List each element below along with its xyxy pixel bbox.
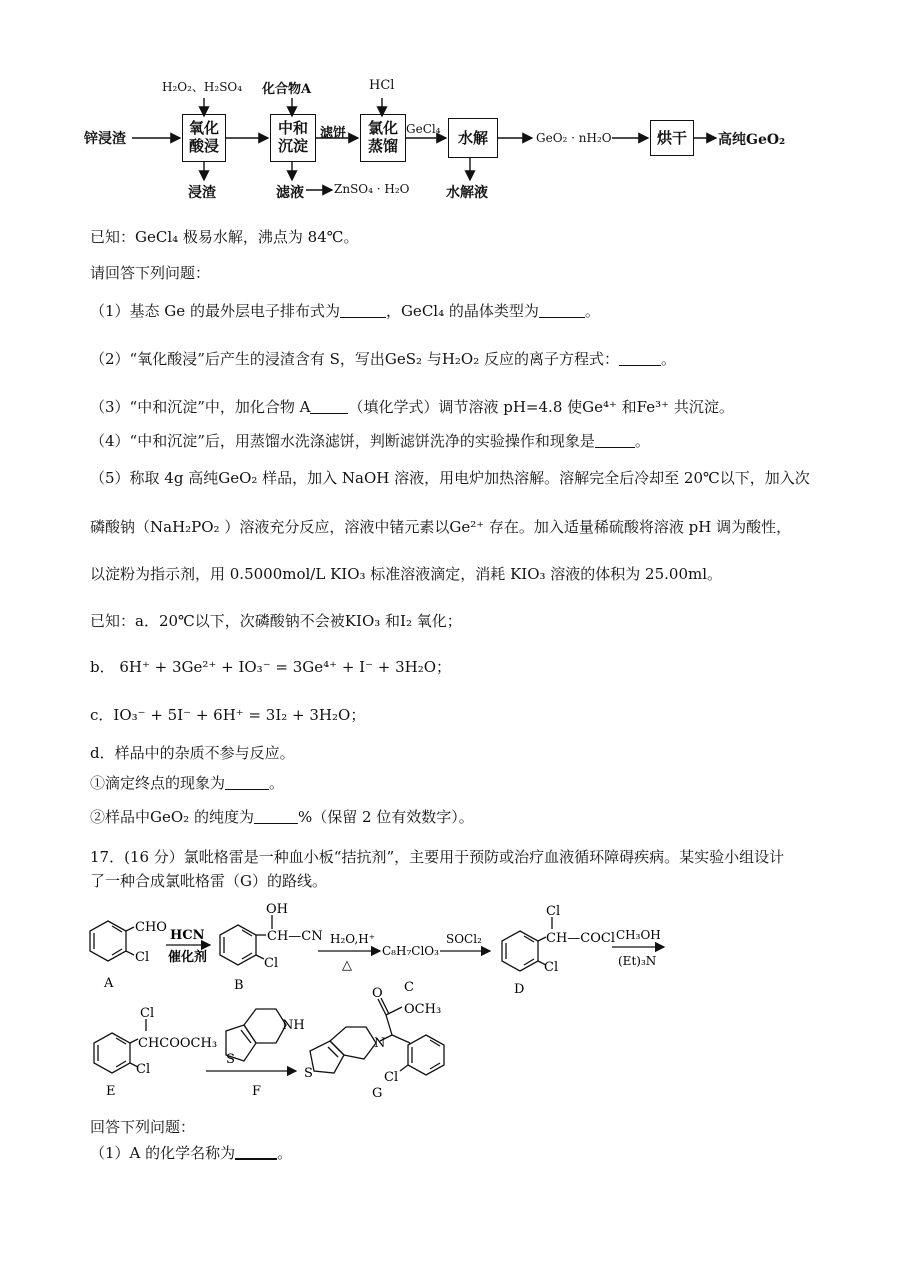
A-label: A (104, 976, 114, 991)
flow-box-hydrolysis: 水解 (448, 118, 498, 158)
arrow1-reagent: HCN (170, 928, 205, 943)
q1-text-b: ，GeCl₄ 的晶体类型为 (385, 302, 539, 320)
q1-text-a: （1）基态 Ge 的最外层电子排布式为 (90, 302, 340, 320)
D-cl-top: Cl (546, 904, 561, 919)
answer-prompt: 请回答下列问题： (90, 264, 211, 282)
question-5-line-2: 磷酸钠（NaH₂PO₂ ）溶液充分反应，溶液中锗元素以Ge²⁺ 存在。加入适量稀硫酸将溶液 pH 调为酸性， (90, 518, 792, 536)
answer-section-prompt: 回答下列问题： (90, 1118, 196, 1136)
subquestion-1 (90, 772, 284, 794)
a1-blank[interactable] (235, 1144, 277, 1160)
G-o: O (372, 986, 383, 1001)
question-5-line-1: （5）称取 4g 高纯GeO₂ 样品，加入 NaOH 溶液，用电炉加热溶解。溶解完全后冷却至 20℃以下，加入次 (90, 469, 810, 487)
known-a: 已知：a．20℃以下，次磷酸钠不会被KIO₃ 和I₂ 氧化； (90, 612, 462, 630)
D-cl: Cl (544, 960, 559, 975)
s2-text-a: ②样品中GeO₂ 的纯度为 (90, 808, 254, 826)
flow-filter-cake: 滤饼 (320, 126, 347, 141)
s2-text-b: %（保留 2 位有效数字）。 (297, 808, 474, 826)
E-cl-top: Cl (140, 1006, 155, 1021)
synthesis-route (0, 895, 900, 1110)
arrow3-reagent: SOCl₂ (446, 932, 482, 946)
question-1 (90, 300, 600, 322)
flow-reagent-1: H₂O₂、H₂SO₄ (162, 80, 243, 94)
E-label: E (106, 1084, 116, 1099)
q1-blank-1[interactable] (340, 303, 386, 318)
known-c: c．IO₃⁻ + 5I⁻ + 6H⁺ = 3I₂ + 3H₂O； (90, 706, 366, 724)
known-b: b． 6H⁺ + 3Ge²⁺ + IO₃⁻ = 3Ge⁴⁺ + I⁻ + 3H₂O； (90, 658, 452, 676)
answer-1 (90, 1142, 292, 1164)
F-nh: NH (282, 1018, 305, 1033)
s2-blank[interactable] (254, 809, 298, 824)
G-cl: Cl (384, 1070, 399, 1085)
question-4 (90, 430, 650, 452)
s1-text-b: 。 (269, 774, 285, 792)
q1-text-c: 。 (584, 302, 600, 320)
arrow2-heat: △ (342, 958, 352, 973)
B-chain: CH—CN (267, 929, 323, 944)
arrow2-reagent: H₂O,H⁺ (330, 932, 376, 946)
q2-text-a: （2）“氧化酸浸”后产生的浸渣含有 S，写出GeS₂ 与H₂O₂ 反应的离子方程式： (90, 350, 620, 368)
flow-box-neutralize: 中和 沉淀 (270, 114, 316, 162)
known-d: d．样品中的杂质不参与反应。 (90, 744, 295, 762)
F-label: F (252, 1084, 262, 1099)
flow-residue: 浸渣 (188, 185, 216, 201)
s1-text-a: ①滴定终点的现象为 (90, 774, 226, 792)
C-label: C (404, 980, 414, 995)
question-17-line-1: 17．(16 分）氯吡格雷是一种血小板“拮抗剂”，主要用于预防或治疗血液循环障碍疾病。某实验小组设计 (90, 848, 785, 866)
B-oh: OH (266, 902, 288, 917)
process-flowchart (0, 60, 900, 210)
B-label: B (234, 978, 244, 993)
q4-text-a: （4）“中和沉淀”后，用蒸馏水洗涤滤饼，判断滤饼洗净的实验操作和现象是 (90, 432, 595, 450)
question-5-line-3: 以淀粉为指示剂，用 0.5000mol/L KIO₃ 标准溶液滴定，消耗 KIO₃ 溶液的体积为 25.00ml。 (90, 565, 723, 583)
arrow4-base: (Et)₃N (618, 954, 657, 968)
D-label: D (514, 982, 525, 997)
flow-hydrolysis-liquid: 水解液 (446, 185, 488, 201)
B-cl: Cl (264, 956, 279, 971)
q2-text-b: 。 (661, 350, 677, 368)
q4-text-b: 。 (634, 432, 650, 450)
E-chain: CHCOOCH₃ (138, 1036, 218, 1051)
arrow4-reagent: CH₃OH (616, 928, 661, 942)
flow-output: 高纯GeO₂ (718, 132, 786, 148)
G-n: N (374, 1036, 386, 1051)
flow-reagent-2: 化合物A (262, 82, 312, 97)
F-s: S (226, 1052, 235, 1067)
flow-reagent-3: HCl (369, 78, 395, 93)
E-cl: Cl (136, 1062, 151, 1077)
q4-blank[interactable] (595, 433, 635, 448)
flow-znso4: ZnSO₄ · H₂O (334, 182, 410, 196)
G-s: S (304, 1066, 313, 1081)
q1-blank-2[interactable] (539, 303, 585, 318)
D-chain: CH—COCl (546, 931, 615, 946)
s1-blank[interactable] (225, 775, 269, 790)
G-och3: OCH₃ (404, 1002, 442, 1017)
flow-gecl4: GeCl₄ (406, 122, 441, 136)
flow-box-chlorination: 氯化 蒸馏 (360, 114, 406, 162)
a1-text-a: （1）A 的化学名称为 (90, 1144, 236, 1162)
flow-input: 锌浸渣 (84, 131, 126, 147)
G-label: G (372, 1086, 383, 1101)
question-3 (90, 396, 734, 418)
flow-filtrate: 滤液 (276, 185, 304, 201)
q3-blank[interactable] (310, 399, 348, 414)
C-formula: C₈H₇ClO₃ (382, 944, 439, 958)
flow-geo2-hydrate: GeO₂ · nH₂O (536, 131, 612, 145)
question-2 (90, 348, 676, 370)
q3-text-b: （填化学式）调节溶液 pH=4.8 使Ge⁴⁺ 和Fe³⁺ 共沉淀。 (348, 398, 734, 416)
flow-box-oxidation: 氧化 酸浸 (182, 114, 226, 162)
A-cho: CHO (135, 920, 167, 935)
q2-blank[interactable] (619, 351, 661, 366)
subquestion-2 (90, 806, 474, 828)
known-gecl4: 已知：GeCl₄ 极易水解，沸点为 84℃。 (90, 228, 359, 246)
flow-box-drying: 烘干 (650, 120, 694, 156)
a1-text-b: 。 (277, 1144, 293, 1162)
question-17-line-2: 了一种合成氯吡格雷（G）的路线。 (90, 872, 327, 890)
q3-text-a: （3）“中和沉淀”中，加化合物 A (90, 398, 311, 416)
arrow1-catalyst: 催化剂 (168, 950, 208, 965)
A-cl: Cl (135, 950, 150, 965)
